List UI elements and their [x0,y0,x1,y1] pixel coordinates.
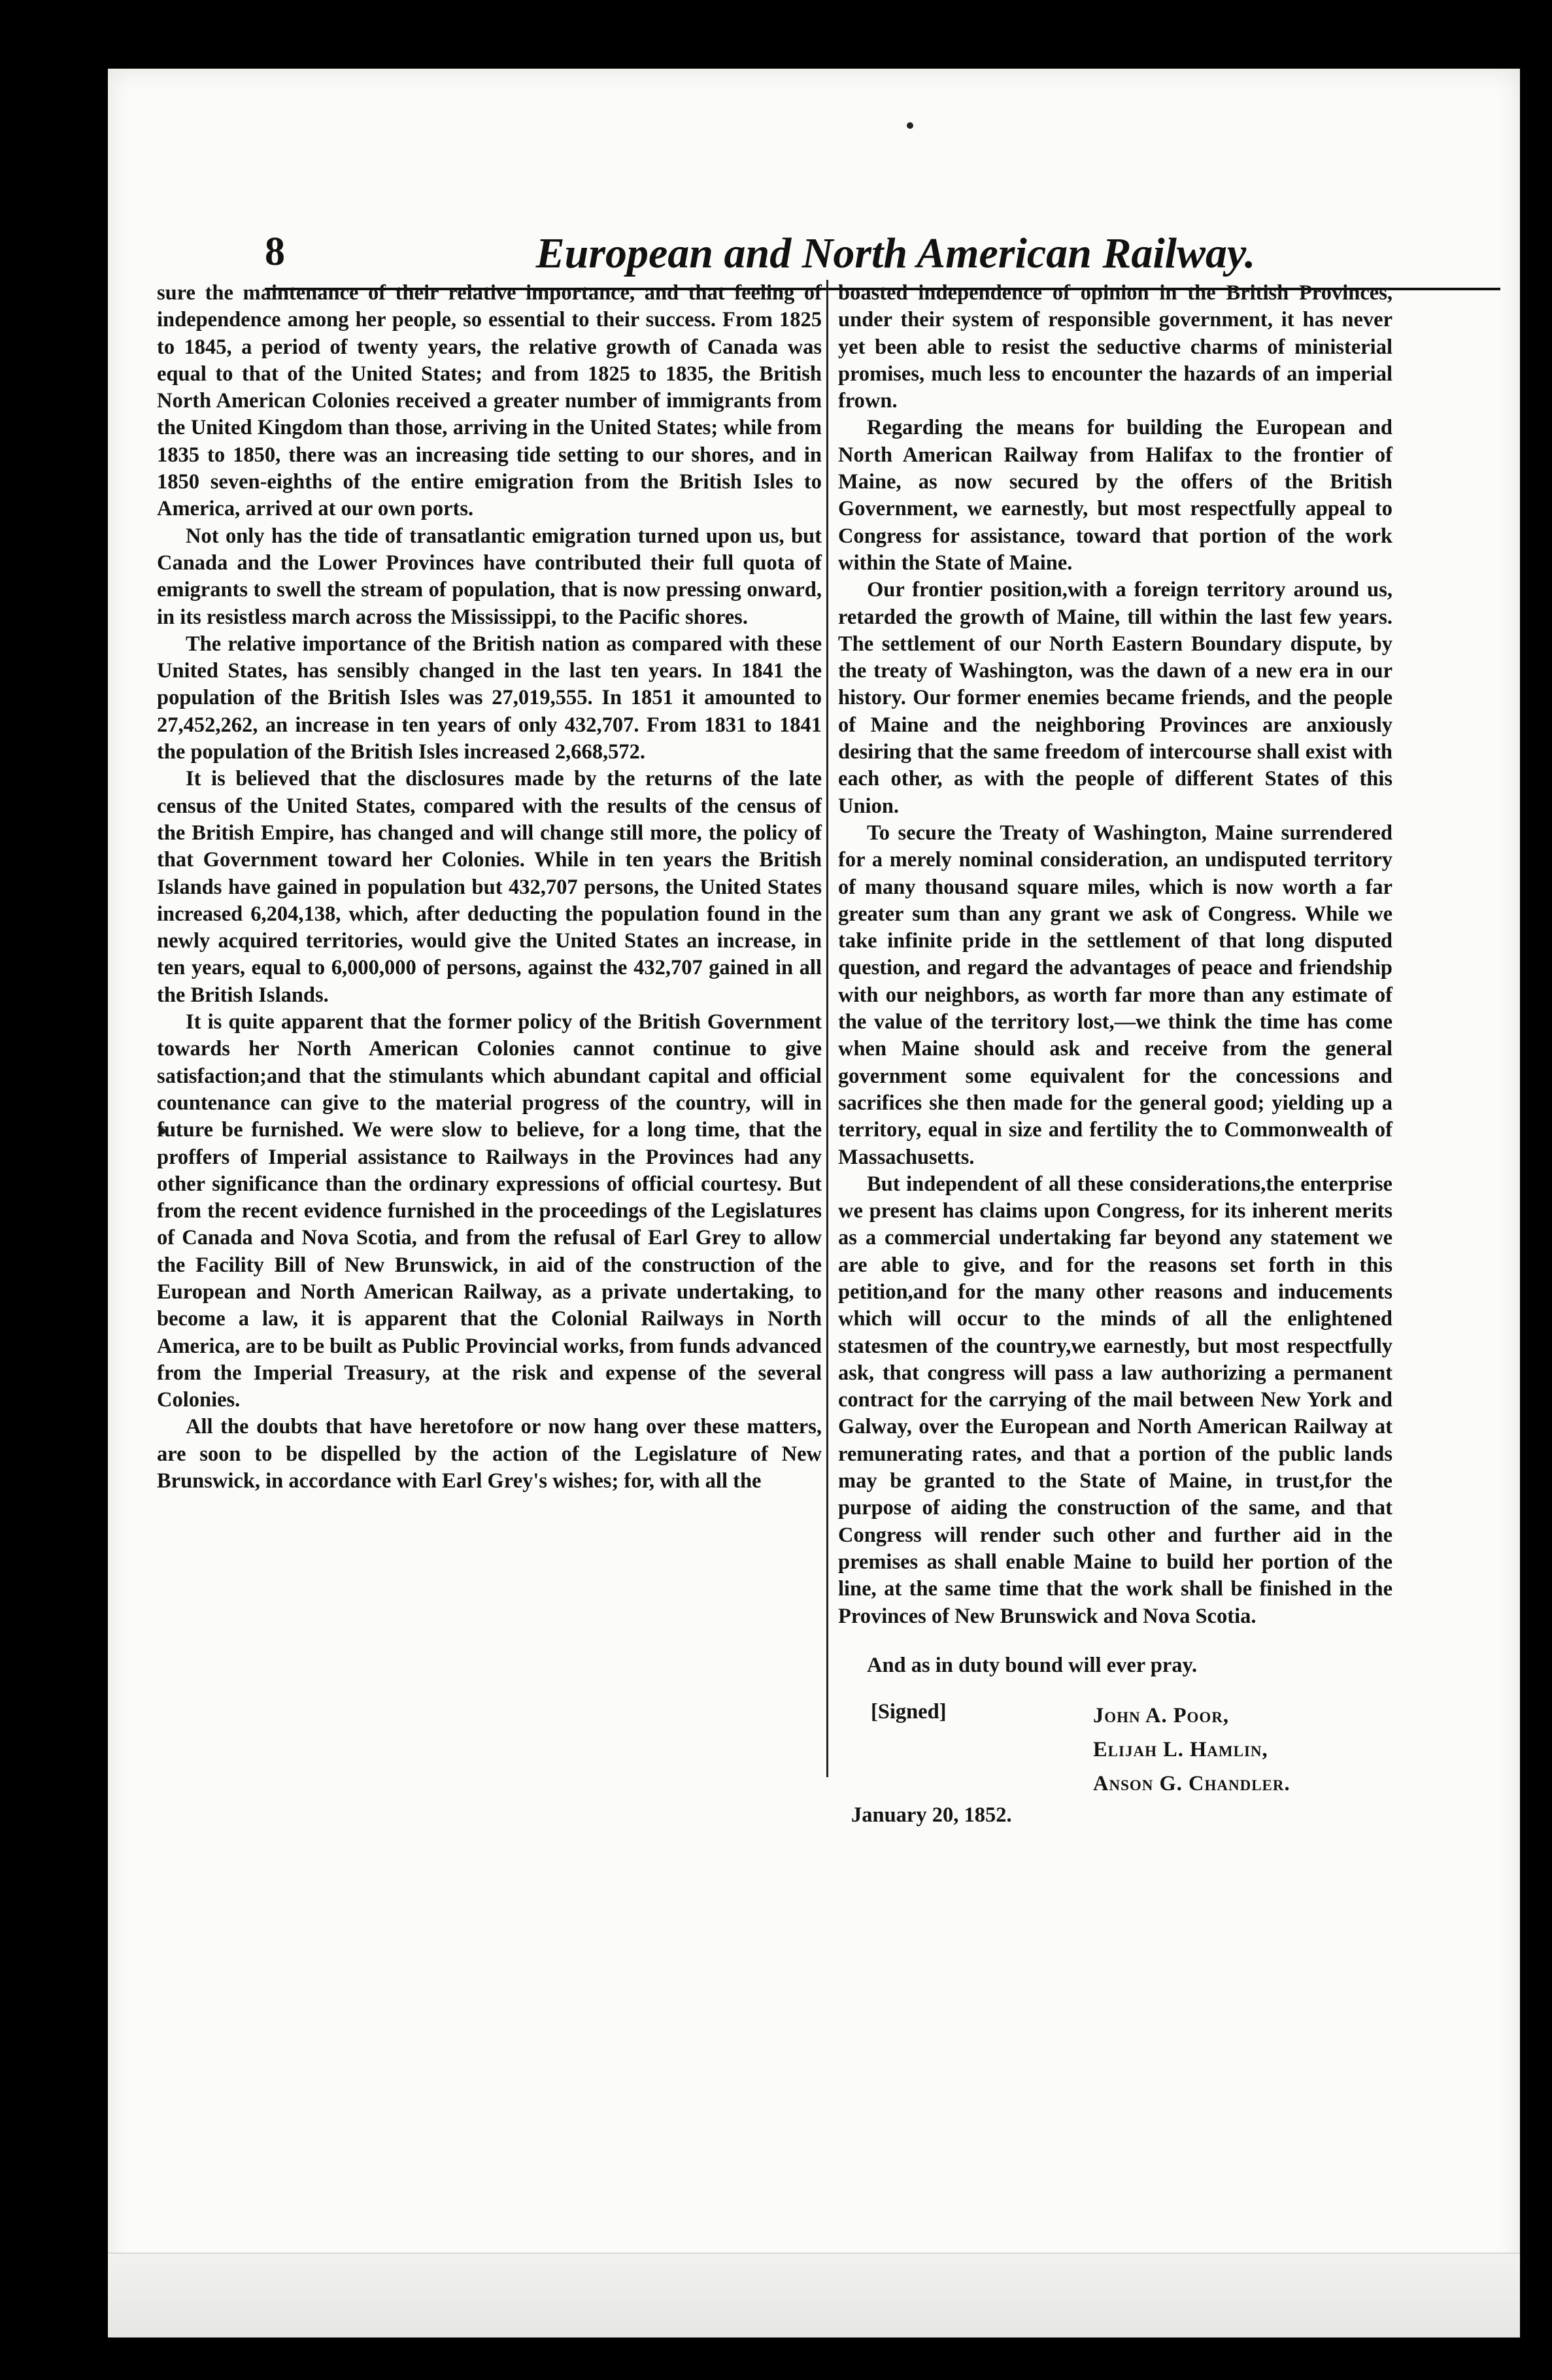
paragraph: It is quite apparent that the former policy of the British Government towards her North American Colonies cannot continue to give satisfaction;and that the stimulants which abundant capital and official countenance can give to the material progress of the country, will in future be furnished. We were slow to believe, for a long time, that the proffers of Imperial assistance to Railways in the Provinces had any other significance than the ordinary expressions of official courtesy. But from the recent evidence furnished in the proceedings of the Legislatures of Canada and Nova Scotia, and from the refusal of Earl Grey to allow the Facility Bill of New Brunswick, in aid of the construction of the European and North American Railway, as a private undertaking, to become a law, it is apparent that the Colonial Railways in North America, are to be built as Public Provincial works, from funds advanced from the Imperial Treasury, at the risk and expense of the several Colonies. [157,1010,822,1412]
paragraph: sure the maintenance of their relative importance, and that feeling of independence among her people, so essential to their success. From 1825 to 1845, a period of twenty years, the relative growth of Canada was equal to that of the United States; and from 1825 to 1835, the British North American Colonies received a greater number of immigrants from the United Kingdom than those, arriving in the United States; while from 1835 to 1850, there was an increasing tide setting to our shores, and in 1850 seven-eighths of the entire emigration from the British Isles to America, arrived at our own ports. [157,281,822,521]
column-rule [826,280,828,1777]
running-title: European and North American Railway. [535,230,1256,277]
paragraph: All the doubts that have heretofore or now hang over these matters, are soon to be dispelled by the action of the Legislature of New Brunswick, in accordance with Earl Grey's wishes; for, with all the [157,1415,822,1493]
closing-line: And as in duty bound will ever pray. [867,1653,1198,1677]
paragraph: The relative importance of the British nation as compared with these United States, has sensibly changed in the last ten years. In 1841 the population of the British Isles was 27,019,555. In 1851 it amounted to 27,452,262, an increase in ten years of only 432,707. From 1831 to 1841 the population of the British Isles increased 2,668,572. [157,632,822,764]
paragraph: To secure the Treaty of Washington, Maine surrendered for a merely nominal consideration, an undisputed territory of many thousand square miles, which is now worth a far greater sum than any grant we ask of Congress. While we take infinite pride in the settlement of that long disputed question, and regard the advantages of peace and friendship with our neighbors, as worth far more than any estimate of the value of the territory lost,—we think the time has come when Maine should ask and receive from the general government some equivalent for the concessions and sacrifices she then made for the general good; yielding up a territory, equal in size and fertility the to Commonwealth of Massachusetts. [838,821,1392,1169]
paragraph: Regarding the means for building the European and North American Railway from Halifax to the frontier of Maine, as now secured by the offers of the British Government, we earnestly, but most respectfully appeal to Congress for assistance, toward that portion of the work within the State of Maine. [838,416,1392,575]
signatory-name: Anson G. Chandler. [1093,1772,1291,1796]
signed-label: [Signed] [871,1700,947,1724]
petition-date: January 20, 1852. [851,1803,1012,1828]
right-column [838,280,1392,1843]
signature-block [838,1699,1392,1843]
page-fold-shadow [108,2252,1520,2338]
signatories [1093,1699,1291,1801]
paragraph: But independent of all these considerations,the enterprise we present has claims upon Congress, for its inherent merits as a commercial undertaking far beyond any statement we are able to give, and for the reasons set forth in this petition,and for the many other reasons and inducements which will occur to the minds of all the enlightened statesmen of the country,we earnestly, but most respectfully ask, that congress will pass a law authorizing a permanent contract for the carrying of the mail between New York and Galway, over the European and North American Railway at remunerating rates, and that a portion of the public lands may be granted to the State of Maine, in trust,for the purpose of aiding the construction of the same, and that Congress will render such other and further aid in the premises as shall enable Maine to build her portion of the line, at the same time that the work shall be finished in the Provinces of New Brunswick and Nova Scotia. [838,1172,1392,1628]
left-column [157,280,822,1495]
page-number: 8 [265,230,285,274]
paragraph: It is believed that the disclosures made by the returns of the late census of the United States, compared with the results of the census of the British Empire, has changed and will change still more, the policy of that Government toward her Colonies. While in ten years the British Islands have gained in population but 432,707 persons, the United States increased 6,204,138, which, after deducting the population found in the newly acquired territories, would give the United States an increase, in ten years, equal to 6,000,000 of persons, against the 432,707 gained in all the British Islands. [157,767,822,1007]
paragraph: boasted independence of opinion in the British Provinces, under their system of responsible government, it has never yet been able to resist the seductive charms of ministerial promises, much less to encounter the hazards of an imperial frown. [838,281,1392,413]
signatory-name: Elijah L. Hamlin, [1093,1738,1268,1762]
ink-speck [907,122,913,129]
paragraph: Our frontier position,with a foreign territory around us, retarded the growth of Maine, till within the last few years. The settlement of our North Eastern Boundary dispute, by the treaty of Washington, was the dawn of a new era in our history. Our former enemies became friends, and the people of Maine and the neighboring Provinces are anxiously desiring that the same freedom of intercourse shall exist with each other, as with the people of different States of this Union. [838,578,1392,818]
paragraph: Not only has the tide of transatlantic emigration turned upon us, but Canada and the Lower Provinces have contributed their full quota of emigrants to swell the stream of population, that is now pressing onward, in its resistless march across the Mississippi, to the Pacific shores. [157,524,822,629]
signatory-name: John A. Poor, [1093,1704,1230,1728]
